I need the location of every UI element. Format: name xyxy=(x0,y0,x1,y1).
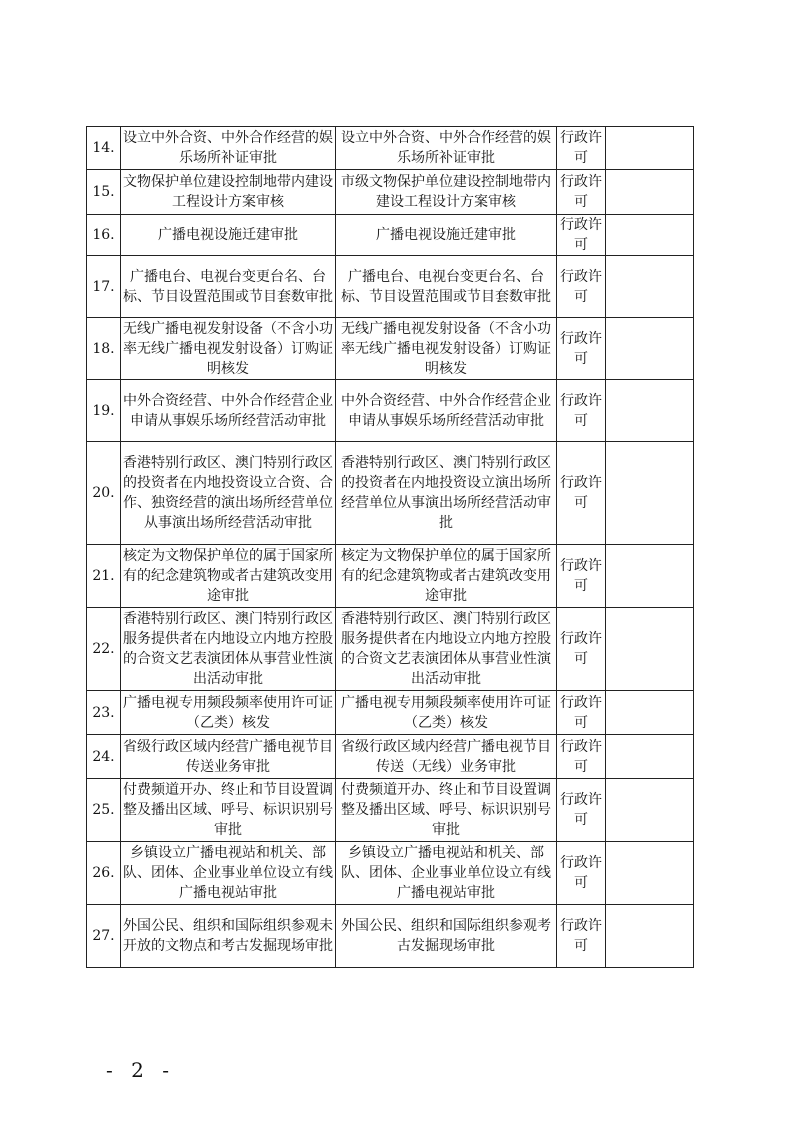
table-row xyxy=(87,170,694,215)
sub-item-cell: 广播电台、电视台变更台名、台标、节目设置范围或节目套数审批 xyxy=(336,256,557,318)
item-name-cell: 香港特别行政区、澳门特别行政区服务提供者在内地设立内地方控股的合资文艺表演团体从事营业性演出活动审批 xyxy=(121,608,336,691)
row-number: 27. xyxy=(87,905,121,968)
table-row xyxy=(87,442,694,545)
sub-item-cell: 付费频道开办、终止和节目设置调整及播出区域、呼号、标识识别号审批 xyxy=(336,779,557,842)
table-row xyxy=(87,842,694,905)
row-number: 24. xyxy=(87,735,121,779)
item-name-cell: 付费频道开办、终止和节目设置调整及播出区域、呼号、标识识别号审批 xyxy=(121,779,336,842)
remarks-cell xyxy=(606,442,694,545)
row-number: 19. xyxy=(87,380,121,442)
row-number: 20. xyxy=(87,442,121,545)
item-name-cell: 乡镇设立广播电视站和机关、部队、团体、企业事业单位设立有线广播电视站审批 xyxy=(121,842,336,905)
item-type-cell: 行政许可 xyxy=(557,608,606,691)
sub-item-cell: 广播电视设施迁建审批 xyxy=(336,215,557,256)
table-row xyxy=(87,545,694,608)
remarks-cell xyxy=(606,905,694,968)
row-number: 15. xyxy=(87,170,121,215)
table-row xyxy=(87,318,694,380)
row-number: 21. xyxy=(87,545,121,608)
item-type-cell: 行政许可 xyxy=(557,842,606,905)
item-name-cell: 广播电视专用频段频率使用许可证（乙类）核发 xyxy=(121,691,336,735)
item-type-cell: 行政许可 xyxy=(557,442,606,545)
item-name-cell: 文物保护单位建设控制地带内建设工程设计方案审核 xyxy=(121,170,336,215)
row-number: 26. xyxy=(87,842,121,905)
row-number: 18. xyxy=(87,318,121,380)
item-type-cell: 行政许可 xyxy=(557,127,606,170)
row-number: 16. xyxy=(87,215,121,256)
remarks-cell xyxy=(606,842,694,905)
remarks-cell xyxy=(606,380,694,442)
table-row xyxy=(87,735,694,779)
item-name-cell: 中外合资经营、中外合作经营企业申请从事娱乐场所经营活动审批 xyxy=(121,380,336,442)
table-row xyxy=(87,905,694,968)
remarks-cell xyxy=(606,691,694,735)
item-name-cell: 设立中外合资、中外合作经营的娱乐场所补证审批 xyxy=(121,127,336,170)
item-name-cell: 香港特别行政区、澳门特别行政区的投资者在内地投资设立合资、合作、独资经营的演出场所经营单位从事演出场所经营活动审批 xyxy=(121,442,336,545)
remarks-cell xyxy=(606,256,694,318)
table-row xyxy=(87,380,694,442)
remarks-cell xyxy=(606,127,694,170)
item-type-cell: 行政许可 xyxy=(557,779,606,842)
row-number: 17. xyxy=(87,256,121,318)
row-number: 23. xyxy=(87,691,121,735)
item-type-cell: 行政许可 xyxy=(557,256,606,318)
item-type-cell: 行政许可 xyxy=(557,735,606,779)
sub-item-cell: 广播电视专用频段频率使用许可证（乙类）核发 xyxy=(336,691,557,735)
item-type-cell: 行政许可 xyxy=(557,905,606,968)
sub-item-cell: 香港特别行政区、澳门特别行政区的投资者在内地投资设立演出场所经营单位从事演出场所经营活动审批 xyxy=(336,442,557,545)
sub-item-cell: 外国公民、组织和国际组织参观考古发掘现场审批 xyxy=(336,905,557,968)
row-number: 22. xyxy=(87,608,121,691)
item-type-cell: 行政许可 xyxy=(557,545,606,608)
page-number: - 2 - xyxy=(106,1058,175,1082)
remarks-cell xyxy=(606,170,694,215)
item-type-cell: 行政许可 xyxy=(557,380,606,442)
table-row xyxy=(87,779,694,842)
sub-item-cell: 乡镇设立广播电视站和机关、部队、团体、企业事业单位设立有线广播电视站审批 xyxy=(336,842,557,905)
item-name-cell: 广播电台、电视台变更台名、台标、节目设置范围或节目套数审批 xyxy=(121,256,336,318)
sub-item-cell: 中外合资经营、中外合作经营企业申请从事娱乐场所经营活动审批 xyxy=(336,380,557,442)
remarks-cell xyxy=(606,545,694,608)
table-body xyxy=(87,127,694,968)
item-name-cell: 外国公民、组织和国际组织参观未开放的文物点和考古发掘现场审批 xyxy=(121,905,336,968)
sub-item-cell: 市级文物保护单位建设控制地带内建设工程设计方案审核 xyxy=(336,170,557,215)
item-type-cell: 行政许可 xyxy=(557,170,606,215)
item-type-cell: 行政许可 xyxy=(557,318,606,380)
sub-item-cell: 省级行政区域内经营广播电视节目传送（无线）业务审批 xyxy=(336,735,557,779)
item-name-cell: 无线广播电视发射设备（不含小功率无线广播电视发射设备）订购证明核发 xyxy=(121,318,336,380)
row-number: 14. xyxy=(87,127,121,170)
approval-items-table xyxy=(86,126,694,968)
table-row xyxy=(87,127,694,170)
sub-item-cell: 核定为文物保护单位的属于国家所有的纪念建筑物或者古建筑改变用途审批 xyxy=(336,545,557,608)
item-name-cell: 核定为文物保护单位的属于国家所有的纪念建筑物或者古建筑改变用途审批 xyxy=(121,545,336,608)
remarks-cell xyxy=(606,735,694,779)
item-name-cell: 广播电视设施迁建审批 xyxy=(121,215,336,256)
sub-item-cell: 设立中外合资、中外合作经营的娱乐场所补证审批 xyxy=(336,127,557,170)
remarks-cell xyxy=(606,215,694,256)
item-name-cell: 省级行政区域内经营广播电视节目传送业务审批 xyxy=(121,735,336,779)
table-row xyxy=(87,691,694,735)
sub-item-cell: 香港特别行政区、澳门特别行政区服务提供者在内地设立内地方控股的合资文艺表演团体从事营业性演出活动审批 xyxy=(336,608,557,691)
remarks-cell xyxy=(606,318,694,380)
sub-item-cell: 无线广播电视发射设备（不含小功率无线广播电视发射设备）订购证明核发 xyxy=(336,318,557,380)
item-type-cell: 行政许可 xyxy=(557,691,606,735)
item-type-cell: 行政许可 xyxy=(557,215,606,256)
table-row xyxy=(87,215,694,256)
table-row xyxy=(87,608,694,691)
row-number: 25. xyxy=(87,779,121,842)
remarks-cell xyxy=(606,608,694,691)
remarks-cell xyxy=(606,779,694,842)
table-row xyxy=(87,256,694,318)
